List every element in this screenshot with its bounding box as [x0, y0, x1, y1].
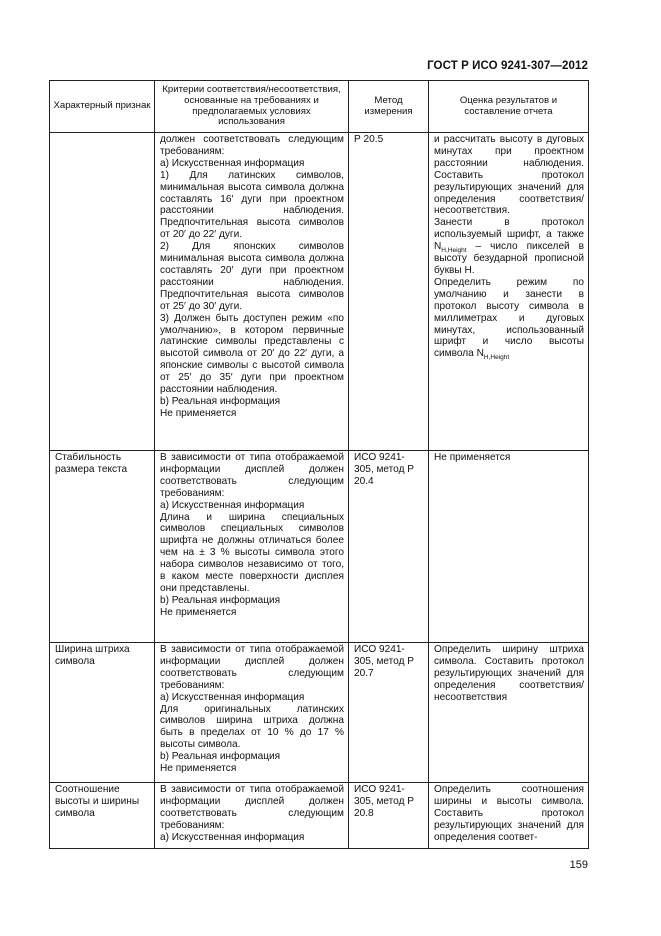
- criteria-text: a) Искусственная информация: [160, 691, 305, 703]
- table-row: [50, 133, 589, 451]
- criteria-text: В зависимости от типа отображаемой информации дисплей должен соответствовать следующим требованиям:: [160, 644, 344, 691]
- criteria-text: Не применяется: [160, 606, 237, 618]
- criteria-cell: [155, 643, 349, 783]
- criteria-text: 2) Для японских символов минимальная высота символа должна составлять 20′ дуги при проектном расстоянии наблюдения. Предпочтительная высота символов от 25′ до 30′ дуги.: [160, 241, 344, 312]
- assessment-cell: [429, 451, 589, 643]
- criteria-text: a) Искусственная информация: [160, 157, 305, 169]
- method-cell: Р 20.5: [349, 133, 429, 451]
- criteria-cell: [155, 783, 349, 849]
- characteristic-cell: Соотношение высоты и ширины символа: [50, 783, 155, 849]
- requirements-table: [49, 80, 589, 849]
- criteria-text: Не применяется: [160, 407, 237, 419]
- column-header-method: Метод измерения: [349, 81, 429, 133]
- criteria-text: b) Реальная информация: [160, 751, 281, 763]
- assessment-text: Определить ширину штриха символа. Составить протокол результирующих значений для определения соответствия/несоответствия: [434, 644, 584, 703]
- criteria-text: 3) Должен быть доступен режим «по умолчанию», в котором первичные латинские символы представлены с высотой символа от 20′ до 22′ дуги, а японские символы с высотой символа от 25′ до 35′ дуги при проектном расстоянии наблюдения.: [160, 312, 344, 396]
- table-row: [50, 451, 589, 643]
- column-header-criteria: Критерии соответствия/несоответствия, основанные на требованиях и предполагаемых условиях использования: [155, 81, 349, 133]
- criteria-text: Длина и ширина специальных символов специальных символов шрифта не должны отличаться более чем на ± 3 % высоты символа этого набора символов независимо от того, в каком месте поверхности дисплея они представлены.: [160, 511, 344, 594]
- criteria-text: 1) Для латинских символов, минимальная высота символа должна составлять 16′ дуги при проектном расстоянии наблюдения. Предпочтительная высота символов от 20′ до 22′ дуги.: [160, 169, 344, 241]
- characteristic-cell: Ширина штриха символа: [50, 643, 155, 783]
- table-row: [50, 643, 589, 783]
- method-cell: ИСО 9241-305, метод Р 20.7: [349, 643, 429, 783]
- criteria-text: В зависимости от типа отображаемой информации дисплей должен соответствовать следующим требованиям:: [160, 452, 344, 499]
- assessment-cell: [429, 643, 589, 783]
- assessment-text: и рассчитать высоту в дуговых минутах при проектном расстоянии наблюдения. Составить протокол результирующих значений для определения соответствия/несоответствия.: [434, 134, 584, 217]
- assessment-cell: [429, 133, 589, 451]
- column-header-assessment: Оценка результатов и составление отчета: [429, 81, 589, 133]
- page-number: 159: [569, 859, 588, 871]
- table-header-row: [50, 81, 589, 133]
- method-cell: ИСО 9241-305, метод Р 20.8: [349, 783, 429, 849]
- document-code: ГОСТ Р ИСО 9241-307—2012: [427, 60, 588, 72]
- criteria-text: b) Реальная информация: [160, 594, 281, 606]
- criteria-cell: [155, 133, 349, 451]
- characteristic-cell: Стабильность размера текста: [50, 451, 155, 643]
- criteria-text: Не применяется: [160, 763, 237, 775]
- assessment-text: Определить режим по умолчанию и занести в протокол высоту символа в миллиметрах и дуговых минутах, использованный шрифт и число высоты символа $N_{H,Height}$: [434, 276, 584, 362]
- column-header-characteristic: Характерный признак: [50, 81, 155, 133]
- criteria-cell: [155, 451, 349, 643]
- table-row: [50, 783, 589, 849]
- assessment-text: Занести в протокол используемый шрифт, а также $N_{H,Height}$ – число пикселей в высоту безударной прописной буквы Н.: [434, 217, 584, 276]
- characteristic-cell: [50, 133, 155, 451]
- assessment-cell: [429, 783, 589, 849]
- criteria-text: b) Реальная информация: [160, 395, 281, 407]
- method-cell: ИСО 9241-305, метод Р 20.4: [349, 451, 429, 643]
- criteria-text: должен соответствовать следующим требованиям:: [160, 134, 344, 157]
- assessment-text: Определить соотношения ширины и высоты символа. Составить протокол результирующих значений для определения соответ-: [434, 784, 584, 843]
- criteria-text: a) Искусственная информация: [160, 499, 305, 511]
- criteria-text: a) Искусственная информация: [160, 831, 305, 843]
- assessment-text: Не применяется: [434, 452, 511, 463]
- criteria-text: Для оригинальных латинских символов ширина штриха должна быть в пределах от 10 % до 17 % высоты символа.: [160, 703, 344, 751]
- criteria-text: В зависимости от типа отображаемой информации дисплей должен соответствовать следующим требованиям:: [160, 784, 344, 831]
